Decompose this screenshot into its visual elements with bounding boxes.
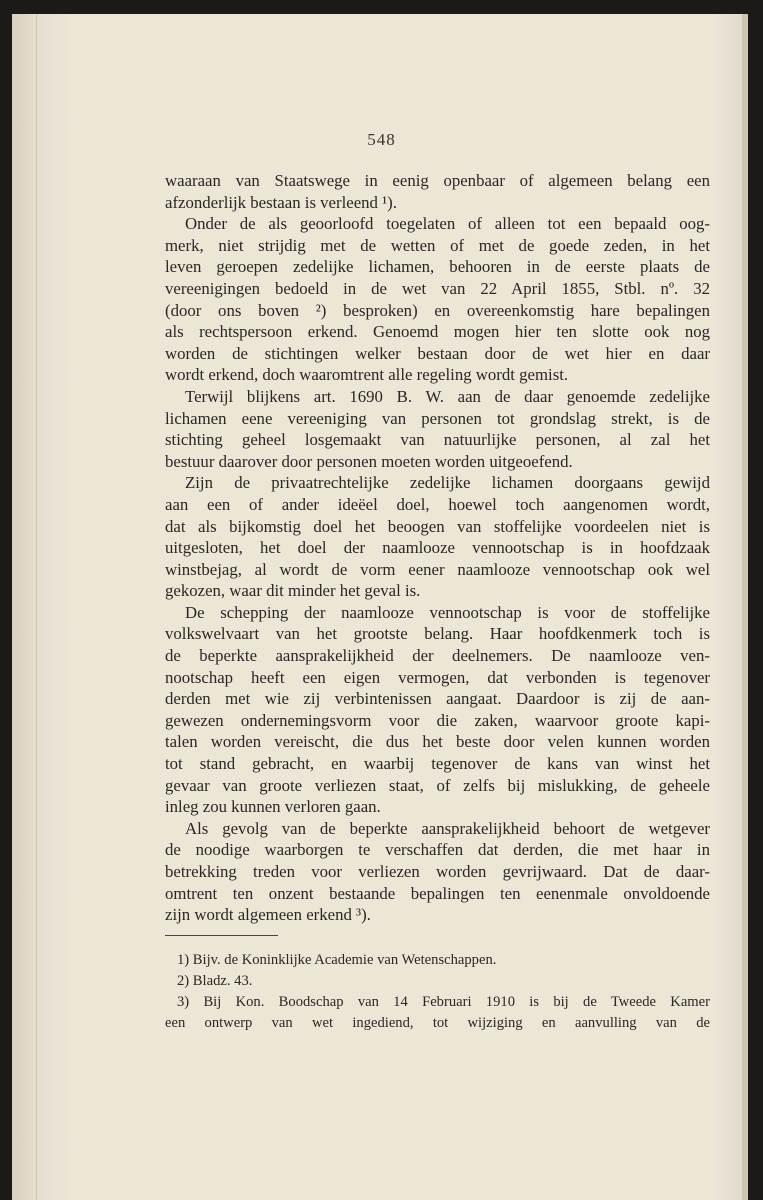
footnote: een ontwerp van wet ingediend, tot wijziging en aanvulling van de: [165, 1015, 710, 1031]
body-line: Terwijl blijkens art. 1690 B. W. aan de daar genoemde zedelijke: [185, 386, 710, 406]
body-line: bestuur daarover door personen moeten worden uitgeoefend.: [165, 451, 573, 471]
footnote-rule: [165, 935, 278, 936]
body-line: leven geroepen zedelijke lichamen, behooren in de eerste plaats de: [165, 257, 710, 277]
body-line: omtrent ten onzent bestaande bepalingen ten eenenmale onvoldoende: [165, 883, 710, 903]
body-line: de beperkte aansprakelijkheid der deelnemers. De naamlooze ven-: [165, 646, 710, 666]
body-line: Als gevolg van de beperkte aansprakelijkheid behoort de wetgever: [185, 818, 710, 838]
body-line: aan een of ander ideëel doel, hoewel toch aangenomen wordt,: [165, 494, 710, 514]
body-line: uitgesloten, het doel der naamlooze vennootschap is in hoofdzaak: [165, 538, 710, 558]
page-gutter: [12, 14, 37, 1200]
body-line: merk, niet strijdig met de wetten of met de goede zeden, in het: [165, 235, 710, 255]
body-line: talen worden vereischt, die dus het beste door velen kunnen worden: [165, 732, 710, 752]
body-text: [165, 170, 710, 926]
footnote: 2) Bladz. 43.: [177, 973, 253, 989]
body-line: waaraan van Staatswege in eenig openbaar of algemeen belang een: [165, 171, 710, 190]
body-line: nootschap heeft een eigen vermogen, dat verbonden is tegenover: [165, 667, 710, 687]
page-edge: [742, 14, 748, 1200]
body-line: De schepping der naamlooze vennootschap is voor de stoffelijke: [185, 602, 710, 622]
body-line: inleg zou kunnen verloren gaan.: [165, 797, 381, 817]
body-line: vereenigingen bedoeld in de wet van 22 April 1855, Stbl. nº. 32: [165, 278, 710, 298]
footnote: 1) Bijv. de Koninklijke Academie van Wetenschappen.: [177, 952, 497, 968]
body-line: dat als bijkomstig doel het beoogen van stoffelijke voordeelen niet is: [165, 516, 710, 536]
body-line: als rechtspersoon erkend. Genoemd mogen hier ten slotte ook nog: [165, 322, 710, 342]
footnotes: [165, 950, 710, 1034]
body-line: lichamen eene vereeniging van personen tot grondslag strekt, is de: [165, 408, 710, 428]
body-line: gevaar van groote verliezen staat, of zelfs bij mislukking, de geheele: [165, 775, 710, 795]
body-line: afzonderlijk bestaan is verleend ¹).: [165, 192, 397, 212]
body-line: betrekking treden voor verliezen worden gevrijwaard. Dat de daar-: [165, 862, 710, 881]
body-line: winstbejag, al wordt de vorm eener naamlooze vennootschap ook wel: [165, 559, 710, 579]
body-line: gewezen ondernemingsvorm voor die zaken, waarvoor groote kapi-: [165, 710, 710, 730]
body-line: Onder de als geoorloofd toegelaten of alleen tot een bepaald oog-: [185, 214, 710, 234]
body-line: worden de stichtingen welker bestaan door de wet hier en daar: [165, 343, 710, 363]
body-line: de noodige waarborgen te verschaffen dat derden, die met haar in: [165, 840, 710, 860]
body-line: tot stand gebracht, en waarbij tegenover de kans van winst het: [165, 754, 710, 774]
body-line: Zijn de privaatrechtelijke zedelijke lichamen doorgaans gewijd: [185, 473, 710, 493]
body-line: stichting geheel losgemaakt van natuurlijke personen, al zal het: [165, 430, 710, 450]
page-number: 548: [367, 130, 396, 149]
body-line: zijn wordt algemeen erkend ³).: [165, 905, 371, 925]
body-line: volkswelvaart van het grootste belang. Haar hoofdkenmerk toch is: [165, 624, 710, 644]
body-line: (door ons boven ²) besproken) en overeenkomstig hare bepalingen: [165, 300, 710, 320]
footnote: 3) Bij Kon. Boodschap van 14 Februari 1910 is bij de Tweede Kamer: [177, 994, 710, 1010]
body-line: gekozen, waar dit minder het geval is.: [165, 581, 421, 601]
body-line: wordt erkend, doch waaromtrent alle regeling wordt gemist.: [165, 365, 569, 385]
body-line: derden met wie zij verbintenissen aangaat. Daardoor is zij de aan-: [165, 689, 710, 709]
